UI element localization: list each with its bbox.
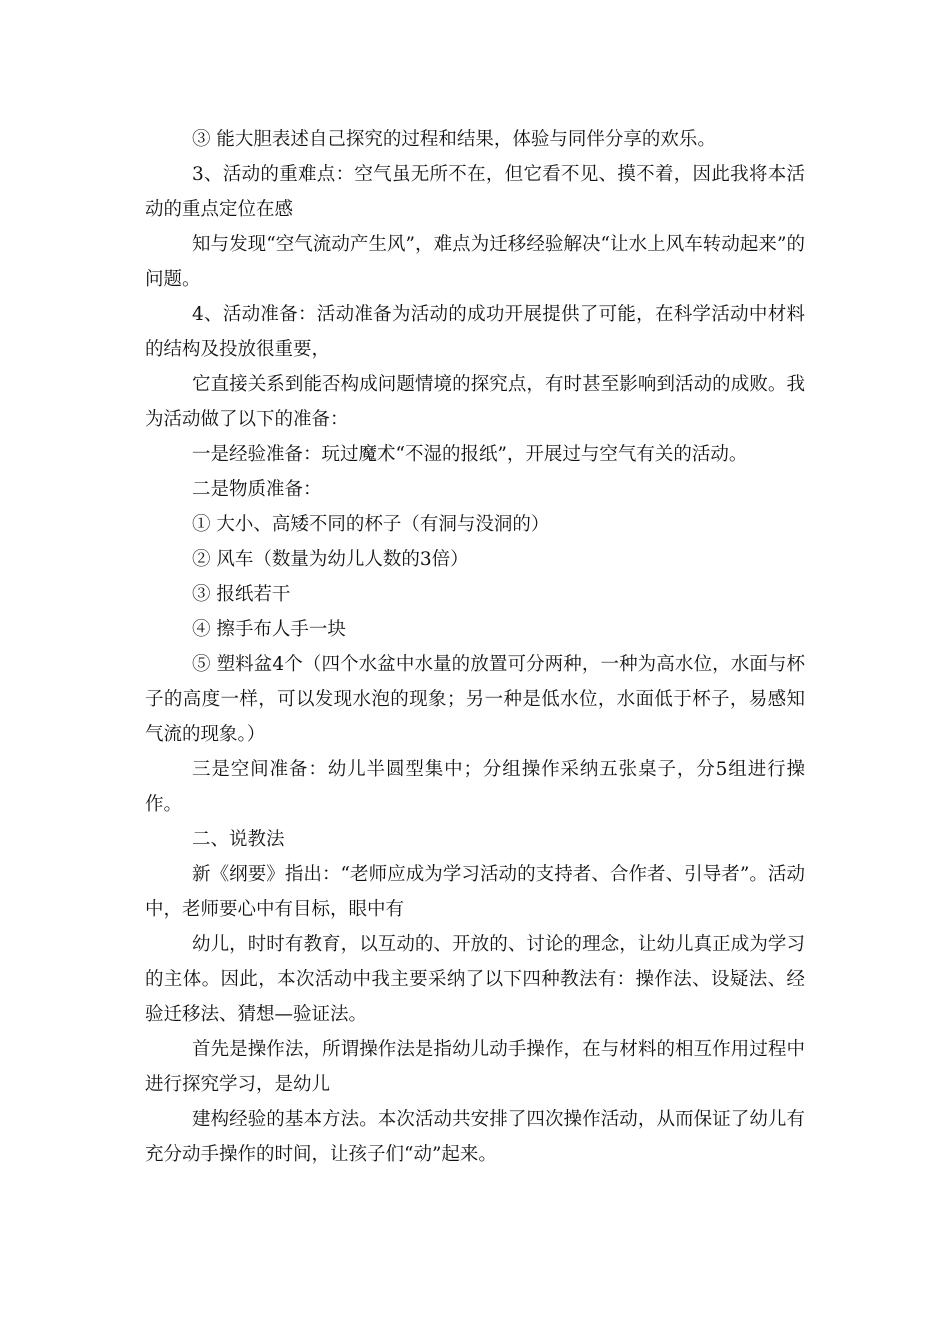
paragraph: 一是经验准备：玩过魔术“不湿的报纸”，开展过与空气有关的活动。 [192,444,748,465]
list-item: ① 大小、高矮不同的杯子（有洞与没洞的） [192,514,550,535]
list-item: ② 风车（数量为幼儿人数的3倍） [192,549,469,570]
list-item: ④ 擦手布人手一块 [192,619,346,640]
document-body [145,122,805,1172]
paragraph: 建构经验的基本方法。本次活动共安排了四次操作活动，从而保证了幼儿有充分动手操作的时间，让孩子们“动”起来。 [145,1109,805,1165]
paragraph: ③ 能大胆表述自己探究的过程和结果，体验与同伴分享的欢乐。 [192,129,716,150]
paragraph: 3、活动的重难点：空气虽无所不在，但它看不见、摸不着，因此我将本活动的重点定位在感 [145,164,805,220]
paragraph: 二是物质准备： [192,479,322,500]
paragraph: 幼儿，时时有教育，以互动的、开放的、讨论的理念，让幼儿真正成为学习的主体。因此，本次活动中我主要采纳了以下四种教法有：操作法、设疑法、经验迁移法、猜想—验证法。 [145,934,805,1025]
paragraph: 它直接关系到能否构成问题情境的探究点，有时甚至影响到活动的成败。我为活动做了以下的准备： [145,374,805,430]
list-item: ⑤ 塑料盆4个（四个水盆中水量的放置可分两种，一种为高水位，水面与杯子的高度一样，可以发现水泡的现象；另一种是低水位，水面低于杯子，易感知气流的现象。） [145,654,805,745]
section-heading: 二、说教法 [192,829,285,850]
paragraph: 4、活动准备：活动准备为活动的成功开展提供了可能，在科学活动中材料的结构及投放很重要， [145,304,805,360]
paragraph: 知与发现“空气流动产生风”，难点为迁移经验解决“让水上风车转动起来”的问题。 [145,234,805,290]
paragraph: 新《纲要》指出：“老师应成为学习活动的支持者、合作者、引导者”。活动中，老师要心中有目标，眼中有 [145,864,805,920]
paragraph: 三是空间准备：幼儿半圆型集中；分组操作采纳五张桌子，分5组进行操作。 [145,759,805,815]
paragraph: 首先是操作法，所谓操作法是指幼儿动手操作，在与材料的相互作用过程中进行探究学习，是幼儿 [145,1039,805,1095]
list-item: ③ 报纸若干 [192,584,291,605]
